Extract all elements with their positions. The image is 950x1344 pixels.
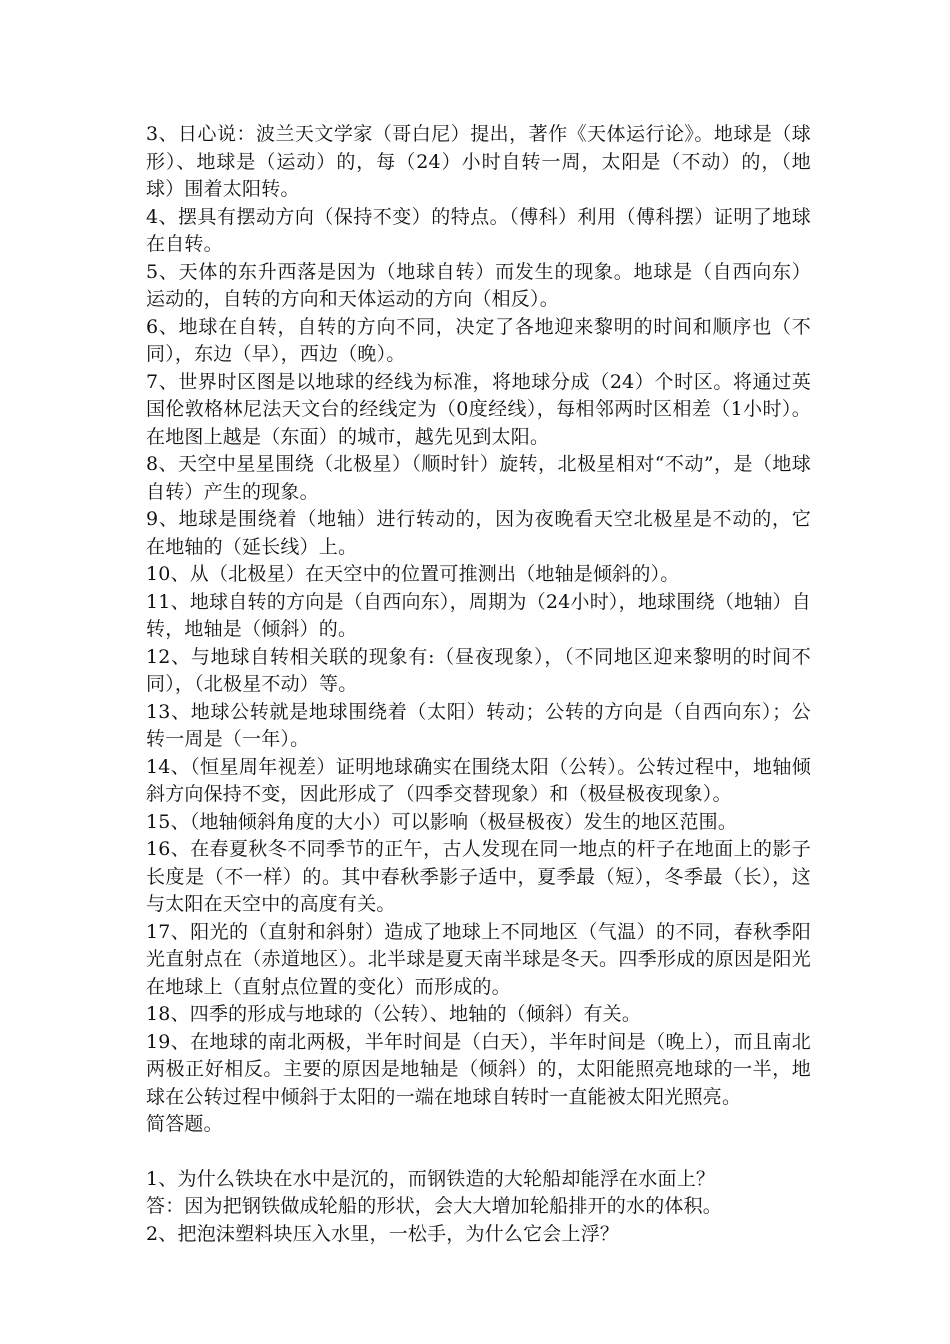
paragraph-7: 7、世界时区图是以地球的经线为标准，将地球分成（24）个时区。将通过英国伦敦格林尼法天文台的经线定为（0度经线），每相邻两时区相差（1小时）。在地图上越是（东面）的城市，越先见到太阳。 bbox=[146, 370, 811, 448]
document-body bbox=[146, 121, 811, 1248]
paragraph-8: 8、天空中星星围绕（北极星）（顺时针）旋转，北极星相对“不动”，是（地球自转）产生的现象。 bbox=[146, 453, 811, 503]
question-1: 1、为什么铁块在水中是沉的，而钢铁造的大轮船却能浮在水面上？ bbox=[146, 1167, 716, 1190]
paragraph-13: 13、地球公转就是地球围绕着（太阳）转动；公转的方向是（自西向东）；公转一周是（一年）。 bbox=[146, 700, 811, 750]
paragraph-6: 6、地球在自转，自转的方向不同，决定了各地迎来黎明的时间和顺序也（不同），东边（早），西边（晚）。 bbox=[146, 315, 811, 365]
paragraph-5: 5、天体的东升西落是因为（地球自转）而发生的现象。地球是（自西向东）运动的，自转的方向和天体运动的方向（相反）。 bbox=[146, 260, 811, 310]
paragraph-17: 17、阳光的（直射和斜射）造成了地球上不同地区（气温）的不同，春秋季阳光直射点在（赤道地区）。北半球是夏天南半球是冬天。四季形成的原因是阳光在地球上（直射点位置的变化）而形成的。 bbox=[146, 920, 811, 998]
question-2: 2、把泡沫塑料块压入水里，一松手，为什么它会上浮？ bbox=[146, 1222, 620, 1245]
paragraph-19: 19、在地球的南北两极，半年时间是（白天），半年时间是（晚上），而且南北两极正好相反。主要的原因是地轴是（倾斜）的，太阳能照亮地球的一半，地球在公转过程中倾斜于太阳的一端在地球自转时一直能被太阳光照亮。 bbox=[146, 1030, 811, 1108]
answer-1: 答：因为把钢铁做成轮船的形状，会大大增加轮船排开的水的体积。 bbox=[146, 1195, 723, 1217]
paragraph-4: 4、摆具有摆动方向（保持不变）的特点。（傅科）利用（傅科摆）证明了地球在自转。 bbox=[146, 205, 811, 255]
paragraph-18: 18、四季的形成与地球的（公转）、地轴的（倾斜）有关。 bbox=[146, 1003, 642, 1025]
paragraph-12: 12、与地球自转相关联的现象有:（昼夜现象），（不同地区迎来黎明的时间不同），（北极星不动）等。 bbox=[146, 645, 811, 695]
paragraph-14: 14、（恒星周年视差）证明地球确实在围绕太阳（公转）。公转过程中，地轴倾斜方向保持不变，因此形成了（四季交替现象）和（极昼极夜现象）。 bbox=[146, 755, 811, 805]
paragraph-10: 10、从（北极星）在天空中的位置可推测出（地轴是倾斜的）。 bbox=[146, 563, 680, 585]
paragraph-9: 9、地球是围绕着（地轴）进行转动的，因为夜晚看天空北极星是不动的，它在地轴的（延长线）上。 bbox=[146, 508, 811, 558]
section-title: 简答题。 bbox=[146, 1113, 223, 1135]
paragraph-11: 11、地球自转的方向是（自西向东），周期为（24小时），地球围绕（地轴）自转，地轴是（倾斜）的。 bbox=[146, 590, 811, 640]
paragraph-15: 15、（地轴倾斜角度的大小）可以影响（极昼极夜）发生的地区范围。 bbox=[146, 810, 738, 833]
paragraph-3: 3、日心说：波兰天文学家（哥白尼）提出，著作《天体运行论》。地球是（球形）、地球是（运动）的，每（24）小时自转一周，太阳是（不动）的，（地球）围着太阳转。 bbox=[146, 123, 811, 200]
paragraph-16: 16、在春夏秋冬不同季节的正午，古人发现在同一地点的杆子在地面上的影子长度是（不一样）的。其中春秋季影子适中，夏季最（短），冬季最（长），这与太阳在天空中的高度有关。 bbox=[146, 838, 811, 915]
